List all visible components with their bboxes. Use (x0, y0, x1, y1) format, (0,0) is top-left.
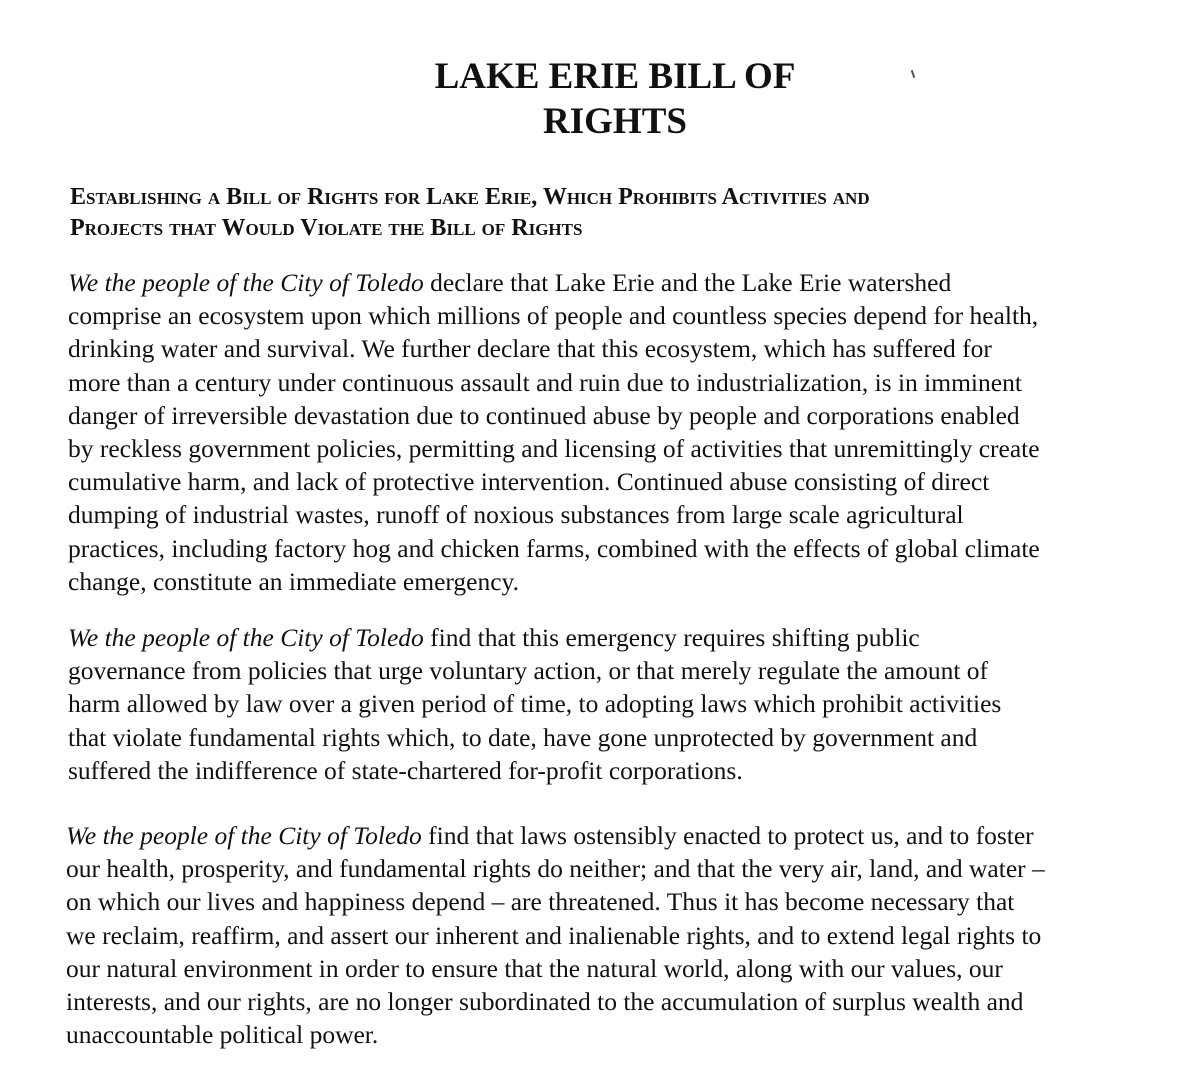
paragraph-line: our natural environment in order to ensure that the natural world, along with our values, our (66, 953, 1003, 983)
subtitle-line: Projects that Would Violate the Bill of Rights (70, 215, 583, 241)
paragraph-line: we reclaim, reaffirm, and assert our inherent and inalienable rights, and to extend legal rights to (66, 920, 1042, 950)
subtitle-line: Establishing a Bill of Rights for Lake Erie, Which Prohibits Activities and (70, 184, 870, 210)
paragraph-line (68, 266, 1178, 299)
paragraph-line: our health, prosperity, and fundamental rights do neither; and that the very air, land, and water – (66, 854, 1045, 884)
paragraph-line: that violate fundamental rights which, to date, have gone unprotected by government and (68, 722, 978, 752)
paragraph-lead: We the people of the City of Toledo (68, 268, 424, 297)
paragraph-line: unaccountable political power. (66, 1020, 379, 1050)
paragraph (68, 266, 1178, 598)
paragraph-line: governance from policies that urge voluntary action, or that merely regulate the amount of (68, 656, 989, 686)
paragraph-line: suffered the indifference of state-chartered for-profit corporations. (68, 755, 743, 785)
paragraph-line: danger of irreversible devastation due to continued abuse by people and corporations enabled (68, 400, 1020, 430)
paragraph-line: harm allowed by law over a given period of time, to adopting laws which prohibit activities (68, 689, 1002, 719)
paragraph-line: more than a century under continuous assault and ruin due to industrialization, is in imminent (68, 367, 1022, 397)
paragraph-line: dumping of industrial wastes, runoff of noxious substances from large scale agricultural (68, 500, 964, 530)
paragraph-line: interests, and our rights, are no longer subordinated to the accumulation of surplus wealth and (66, 987, 1024, 1017)
paragraph-text: find that this emergency requires shifting public (423, 623, 920, 652)
paragraph-line (66, 819, 1176, 852)
paragraph (68, 621, 1178, 787)
document-subtitle (70, 182, 1170, 244)
paragraph-lead: We the people of the City of Toledo (66, 821, 422, 850)
paragraph-line: change, constitute an immediate emergency. (68, 566, 520, 596)
paragraph-line: on which our lives and happiness depend – are threatened. Thus it has become necessary that (66, 887, 1015, 917)
paragraph-line: by reckless government policies, permitting and licensing of activities that unremittingly create (68, 434, 1040, 464)
paragraph-text: find that laws ostensibly enacted to protect us, and to foster (421, 821, 1034, 850)
paragraph (66, 819, 1176, 1051)
document-title (0, 54, 1196, 144)
paragraph-line: cumulative harm, and lack of protective intervention. Continued abuse consisting of direct (68, 467, 990, 497)
title-line: RIGHTS (543, 101, 687, 142)
paragraph-line: practices, including factory hog and chicken farms, combined with the effects of global climate (68, 533, 1040, 563)
paragraph-line: comprise an ecosystem upon which millions of people and countless species depend for health, (68, 301, 1039, 331)
paragraph-lead: We the people of the City of Toledo (68, 623, 424, 652)
title-line: LAKE ERIE BILL OF (434, 56, 796, 97)
paragraph-line: drinking water and survival. We further declare that this ecosystem, which has suffered for (68, 334, 992, 364)
paragraph-text: declare that Lake Erie and the Lake Erie watershed (423, 268, 952, 297)
paragraph-line (68, 621, 1178, 654)
